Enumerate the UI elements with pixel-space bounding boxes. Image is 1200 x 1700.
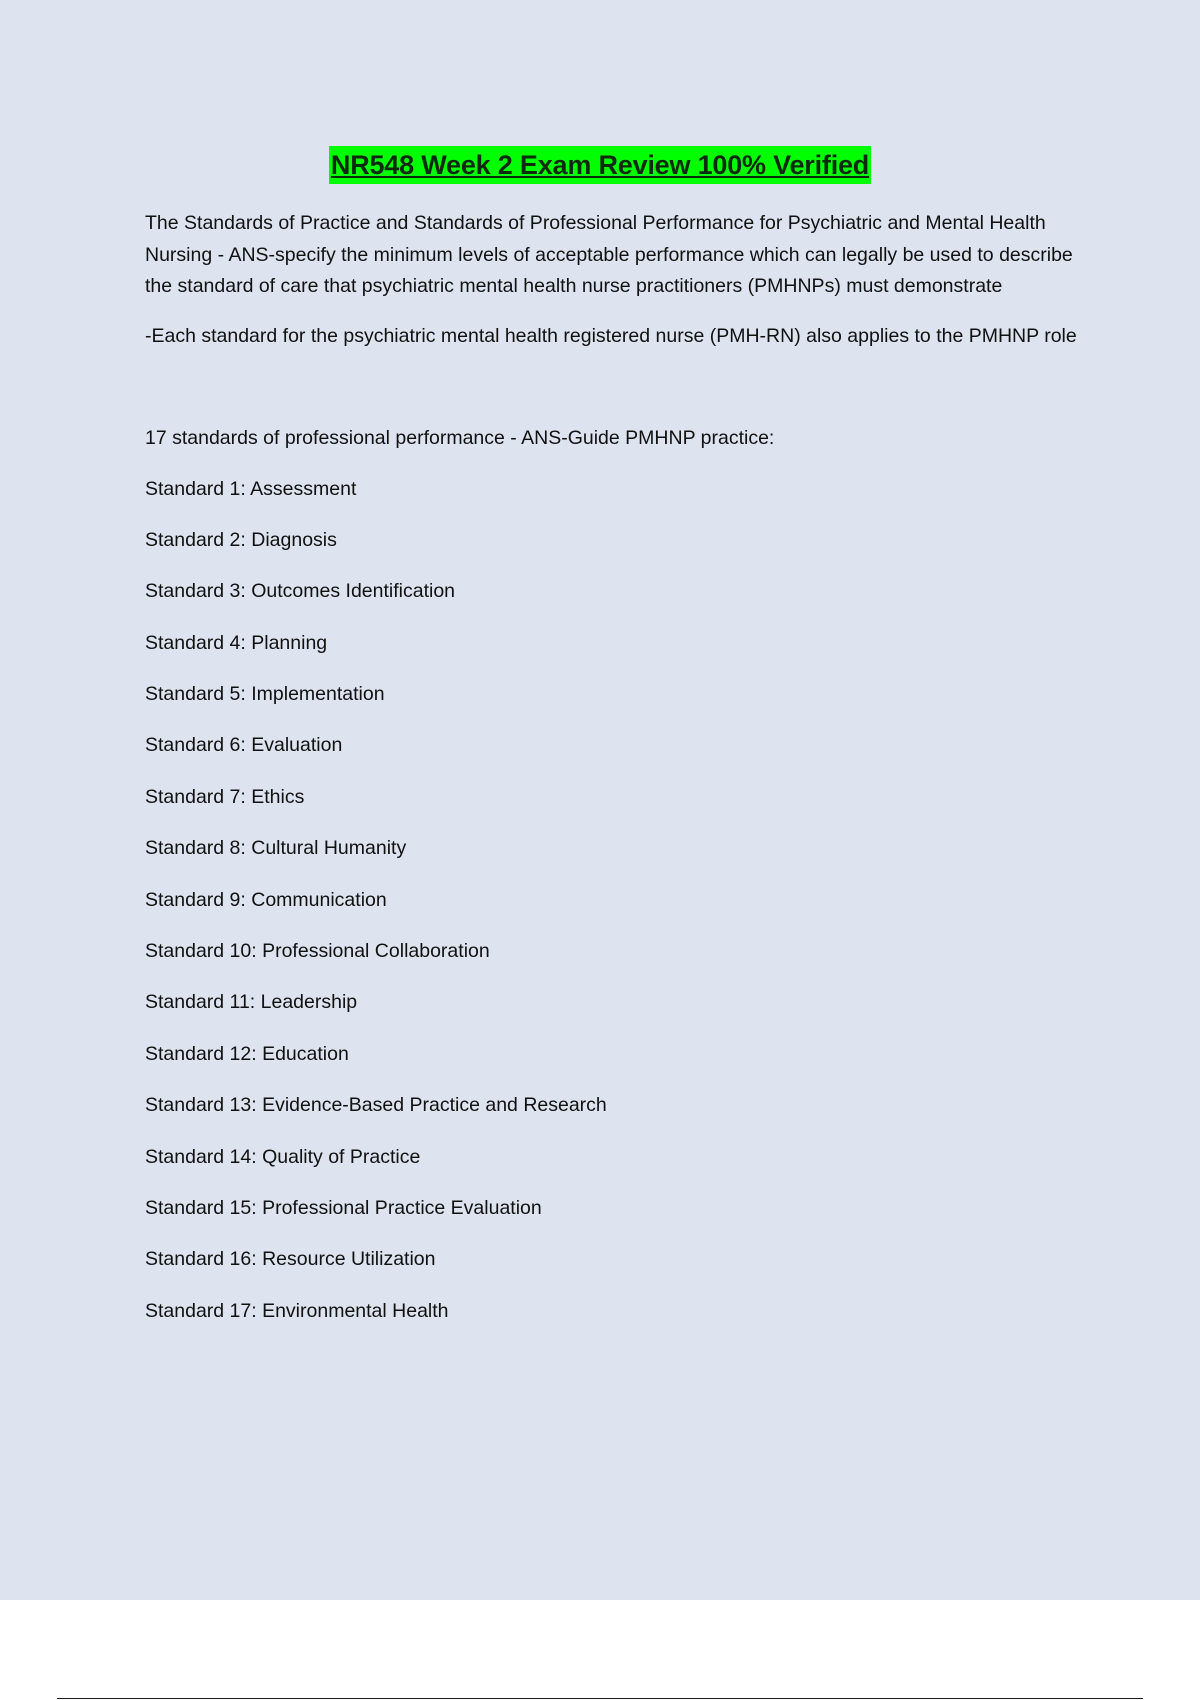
standard-item: Standard 3: Outcomes Identification bbox=[145, 580, 456, 603]
standard-item: Standard 12: Education bbox=[145, 1042, 349, 1065]
standards-list bbox=[145, 474, 1085, 1348]
standard-item: Standard 9: Communication bbox=[145, 888, 387, 911]
standard-item: Standard 8: Cultural Humanity bbox=[145, 837, 407, 860]
standard-item: Standard 10: Professional Collaboration bbox=[145, 940, 490, 963]
standard-item: Standard 1: Assessment bbox=[145, 477, 357, 500]
standard-item: Standard 16: Resource Utilization bbox=[145, 1248, 436, 1271]
standard-item: Standard 5: Implementation bbox=[145, 683, 385, 706]
blank-space bbox=[145, 370, 1085, 423]
standard-item: Standard 13: Evidence-Based Practice and Research bbox=[145, 1094, 607, 1117]
note-paragraph: -Each standard for the psychiatric mental health registered nurse (PMH-RN) also applies to the PMHNP role bbox=[145, 324, 1077, 347]
standard-item: Standard 15: Professional Practice Evaluation bbox=[145, 1196, 542, 1219]
standard-item: Standard 2: Diagnosis bbox=[145, 528, 337, 551]
standard-item: Standard 4: Planning bbox=[145, 631, 328, 654]
standard-item: Standard 17: Environmental Health bbox=[145, 1299, 449, 1322]
title-container bbox=[0, 146, 1200, 184]
intro-paragraph: The Standards of Practice and Standards of Professional Performance for Psychiatric and Mental Health Nursing - ANS-specify the minimum levels of acceptable performance which can legally be used to describe the standard of care that psychiatric mental health nurse practitioners (PMHNPs) must demonstrate bbox=[145, 212, 1073, 297]
footer-divider bbox=[57, 1698, 1143, 1699]
document-title: NR548 Week 2 Exam Review 100% Verified bbox=[329, 146, 871, 184]
standard-item: Standard 11: Leadership bbox=[145, 991, 358, 1014]
standard-item: Standard 7: Ethics bbox=[145, 785, 305, 808]
standard-item: Standard 14: Quality of Practice bbox=[145, 1145, 421, 1168]
document-body bbox=[145, 208, 1085, 1347]
standards-heading: 17 standards of professional performance - ANS-Guide PMHNP practice: bbox=[145, 427, 775, 449]
standard-item: Standard 6: Evaluation bbox=[145, 734, 343, 757]
